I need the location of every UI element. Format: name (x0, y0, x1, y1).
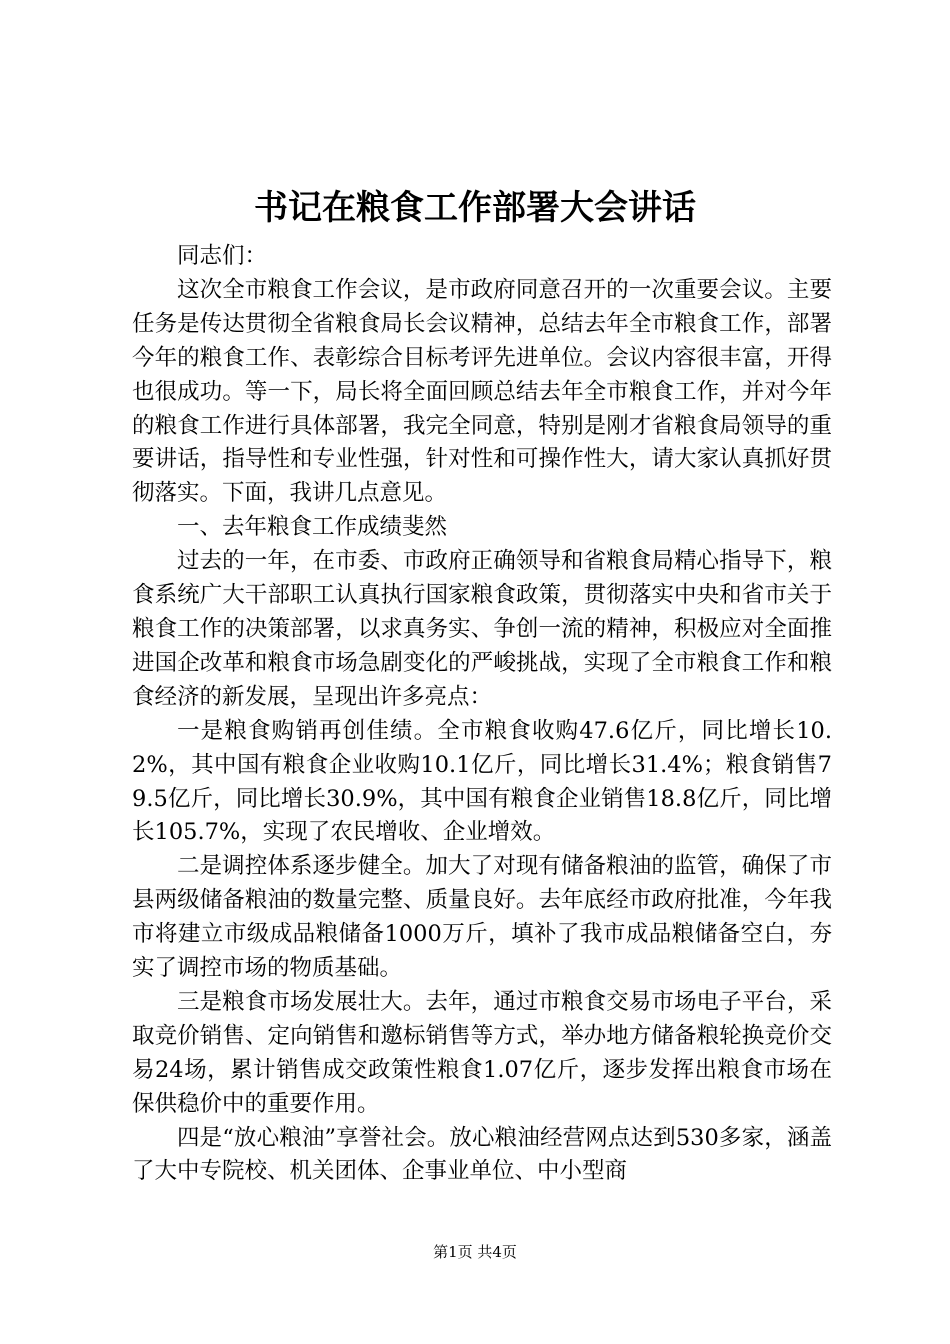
body-paragraph: 四是“放心粮油”享誉社会。放心粮油经营网点达到530多家，涵盖了大中专院校、机关团体、企事业单位、中小型商 (132, 1124, 832, 1185)
body-paragraph: 三是粮食市场发展壮大。去年，通过市粮食交易市场电子平台，采取竞价销售、定向销售和邀标销售等方式，举办地方储备粮轮换竞价交易24场，累计销售成交政策性粮食1.07亿斤，逐步发挥出粮食市场在保供稳价中的重要作用。 (132, 988, 832, 1117)
section-heading: 一、去年粮食工作成绩斐然 (177, 514, 448, 541)
body-paragraph: 二是调控体系逐步健全。加大了对现有储备粮油的监管，确保了市县两级储备粮油的数量完整、质量良好。去年底经市政府批准，今年我市将建立市级成品粮储备1000万斤，填补了我市成品粮储备空白，夯实了调控市场的物质基础。 (132, 853, 832, 982)
body-paragraph: 过去的一年，在市委、市政府正确领导和省粮食局精心指导下，粮食系统广大干部职工认真执行国家粮食政策，贯彻落实中央和省市关于粮食工作的决策部署，以求真务实、争创一流的精神，积极应对全面推进国企改革和粮食市场急剧变化的严峻挑战，实现了全市粮食工作和粮食经济的新发展，呈现出许多亮点： (132, 548, 832, 710)
document-body (132, 240, 832, 1189)
body-paragraph: 一是粮食购销再创佳绩。全市粮食收购47.6亿斤，同比增长10.2%，其中国有粮食企业收购10.1亿斤，同比增长31.4%；粮食销售79.5亿斤，同比增长30.9%，其中国有粮食企业销售18.8亿斤，同比增长105.7%，实现了农民增收、企业增效。 (132, 717, 832, 846)
salutation: 同志们： (177, 243, 268, 269)
document-title: 书记在粮食工作部署大会讲话 (254, 188, 696, 228)
body-paragraph: 这次全市粮食工作会议，是市政府同意召开的一次重要会议。主要任务是传达贯彻全省粮食局长会议精神，总结去年全市粮食工作，部署今年的粮食工作、表彰综合目标考评先进单位。会议内容很丰富，开得也很成功。等一下，局长将全面回顾总结去年全市粮食工作，并对今年的粮食工作进行具体部署，我完全同意，特别是刚才省粮食局领导的重要讲话，指导性和专业性强，针对性和可操作性大，请大家认真抓好贯彻落实。下面，我讲几点意见。 (132, 276, 832, 507)
page-footer: 第1页 共4页 (433, 1243, 517, 1261)
